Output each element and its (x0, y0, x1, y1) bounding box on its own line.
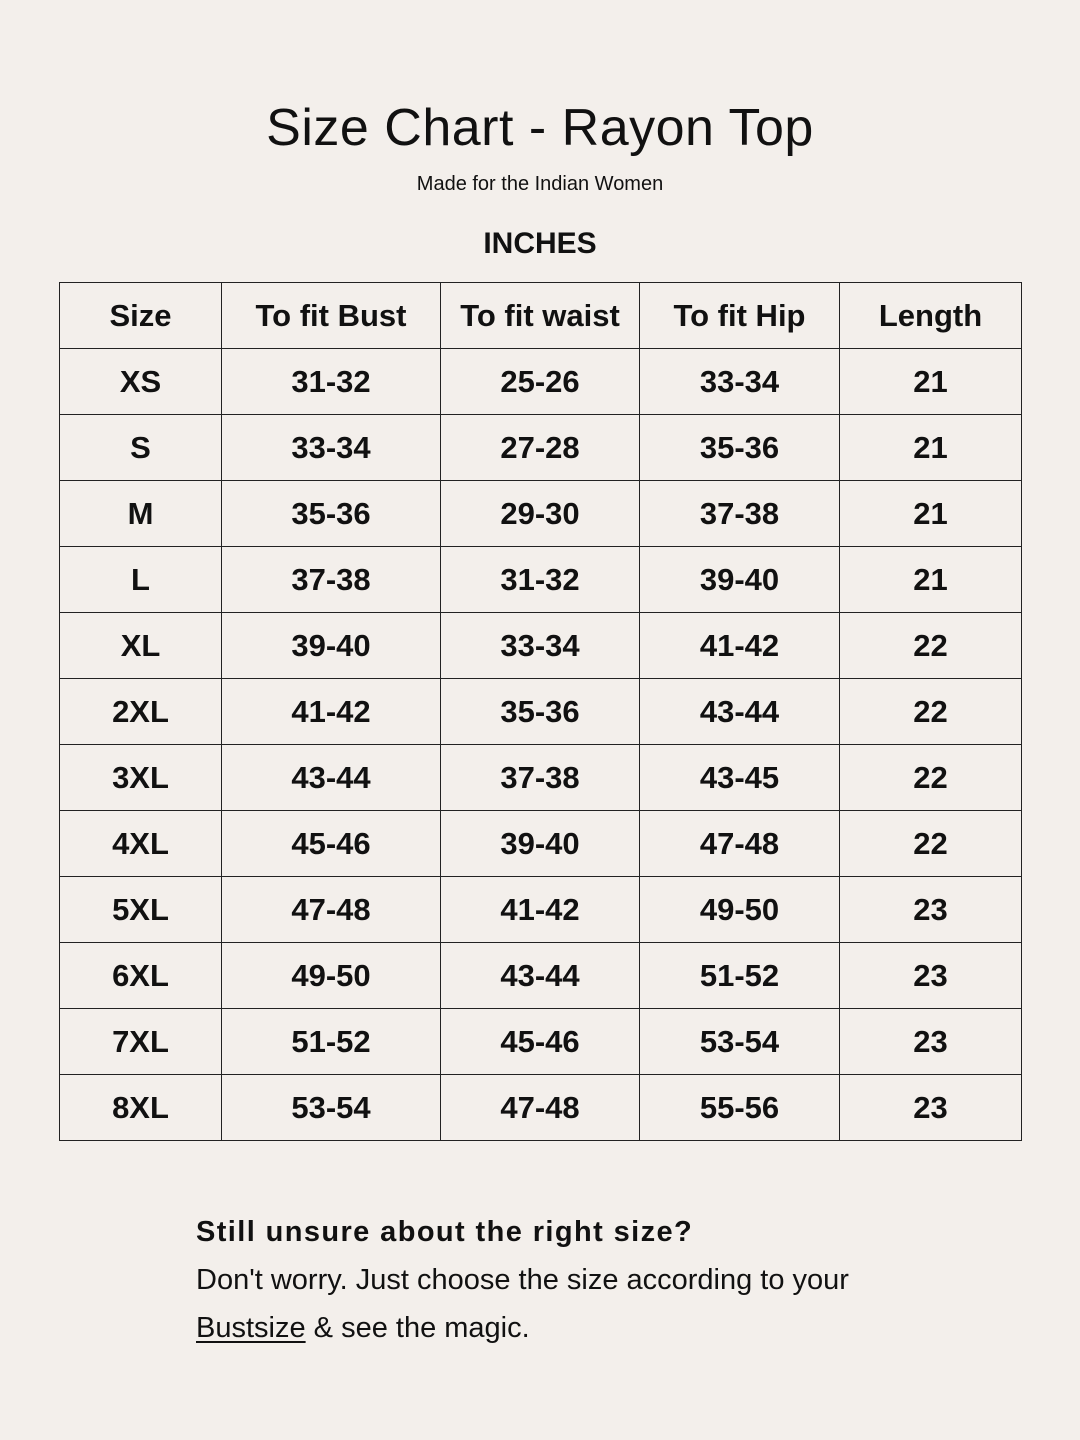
cell-size: 2XL (60, 679, 222, 745)
cell-length: 21 (840, 481, 1022, 547)
cell-waist: 31-32 (441, 547, 640, 613)
cell-length: 21 (840, 547, 1022, 613)
cell-waist: 47-48 (441, 1075, 640, 1141)
table-row (60, 679, 1022, 745)
cell-waist: 41-42 (441, 877, 640, 943)
cell-size: XL (60, 613, 222, 679)
cell-hip: 55-56 (640, 1075, 840, 1141)
cell-length: 23 (840, 1009, 1022, 1075)
cell-size: 7XL (60, 1009, 222, 1075)
cell-bust: 41-42 (222, 679, 441, 745)
cell-waist: 39-40 (441, 811, 640, 877)
cell-length: 23 (840, 1075, 1022, 1141)
cell-waist: 29-30 (441, 481, 640, 547)
cell-waist: 25-26 (441, 349, 640, 415)
cell-waist: 45-46 (441, 1009, 640, 1075)
cell-bust: 53-54 (222, 1075, 441, 1141)
cell-size: 6XL (60, 943, 222, 1009)
table-row (60, 811, 1022, 877)
cell-size: XS (60, 349, 222, 415)
table-row (60, 1075, 1022, 1141)
cell-length: 21 (840, 349, 1022, 415)
table-row (60, 745, 1022, 811)
size-chart-table (59, 282, 1022, 1141)
cell-hip: 43-45 (640, 745, 840, 811)
column-header-length: Length (840, 283, 1022, 349)
cell-bust: 35-36 (222, 481, 441, 547)
cell-size: 8XL (60, 1075, 222, 1141)
cell-length: 23 (840, 943, 1022, 1009)
table-body (60, 349, 1022, 1141)
column-header-bust: To fit Bust (222, 283, 441, 349)
cell-length: 23 (840, 877, 1022, 943)
note-heading: Still unsure about the right size? (196, 1216, 694, 1248)
column-header-hip: To fit Hip (640, 283, 840, 349)
cell-bust: 49-50 (222, 943, 441, 1009)
cell-length: 21 (840, 415, 1022, 481)
note-line-2: & see the magic. (305, 1312, 530, 1344)
cell-length: 22 (840, 679, 1022, 745)
table-row (60, 415, 1022, 481)
cell-bust: 45-46 (222, 811, 441, 877)
cell-size: S (60, 415, 222, 481)
cell-waist: 27-28 (441, 415, 640, 481)
cell-hip: 39-40 (640, 547, 840, 613)
cell-bust: 33-34 (222, 415, 441, 481)
size-help-note (196, 1210, 956, 1352)
page-title: Size Chart - Rayon Top (266, 99, 814, 157)
table-row (60, 547, 1022, 613)
cell-bust: 51-52 (222, 1009, 441, 1075)
cell-size: 3XL (60, 745, 222, 811)
cell-hip: 53-54 (640, 1009, 840, 1075)
cell-bust: 31-32 (222, 349, 441, 415)
table-row (60, 877, 1022, 943)
table-row (60, 349, 1022, 415)
units-label: INCHES (483, 227, 597, 260)
cell-size: 5XL (60, 877, 222, 943)
cell-waist: 43-44 (441, 943, 640, 1009)
cell-bust: 43-44 (222, 745, 441, 811)
cell-hip: 43-44 (640, 679, 840, 745)
cell-hip: 35-36 (640, 415, 840, 481)
cell-length: 22 (840, 613, 1022, 679)
cell-waist: 33-34 (441, 613, 640, 679)
cell-length: 22 (840, 811, 1022, 877)
cell-hip: 49-50 (640, 877, 840, 943)
table-row (60, 943, 1022, 1009)
cell-hip: 37-38 (640, 481, 840, 547)
cell-hip: 41-42 (640, 613, 840, 679)
cell-waist: 35-36 (441, 679, 640, 745)
cell-bust: 39-40 (222, 613, 441, 679)
cell-size: L (60, 547, 222, 613)
note-line-1: Don't worry. Just choose the size according to your (196, 1264, 849, 1296)
cell-length: 22 (840, 745, 1022, 811)
bustsize-link[interactable]: Bustsize (196, 1312, 306, 1344)
table-row (60, 481, 1022, 547)
table-header-row (60, 283, 1022, 349)
page-subtitle: Made for the Indian Women (416, 173, 664, 195)
column-header-waist: To fit waist (441, 283, 640, 349)
table-row (60, 1009, 1022, 1075)
cell-size: M (60, 481, 222, 547)
table-row (60, 613, 1022, 679)
cell-hip: 47-48 (640, 811, 840, 877)
cell-waist: 37-38 (441, 745, 640, 811)
note-body (196, 1256, 956, 1352)
cell-size: 4XL (60, 811, 222, 877)
cell-hip: 33-34 (640, 349, 840, 415)
cell-hip: 51-52 (640, 943, 840, 1009)
cell-bust: 37-38 (222, 547, 441, 613)
cell-bust: 47-48 (222, 877, 441, 943)
column-header-size: Size (60, 283, 222, 349)
